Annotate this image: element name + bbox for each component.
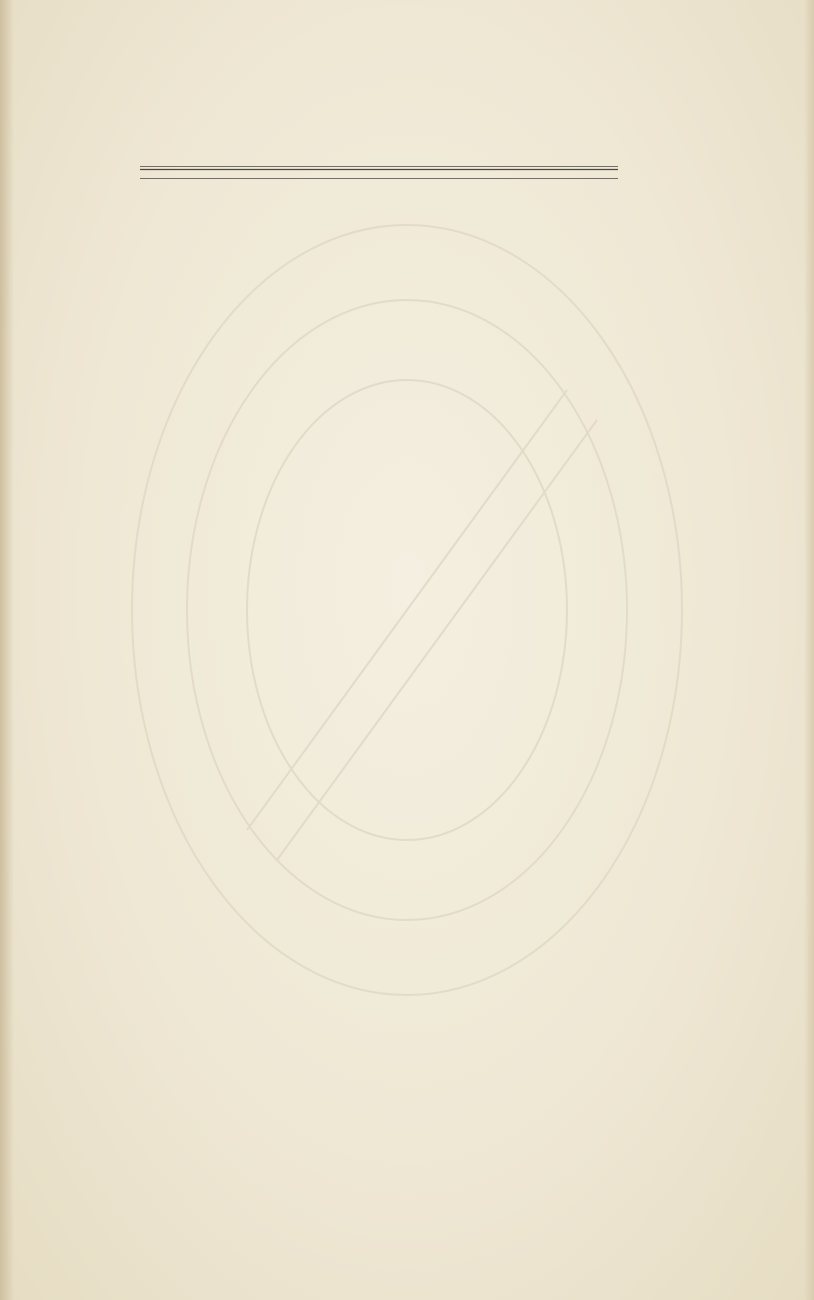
header-ornament bbox=[140, 156, 618, 188]
watermark-seal bbox=[107, 210, 707, 1030]
